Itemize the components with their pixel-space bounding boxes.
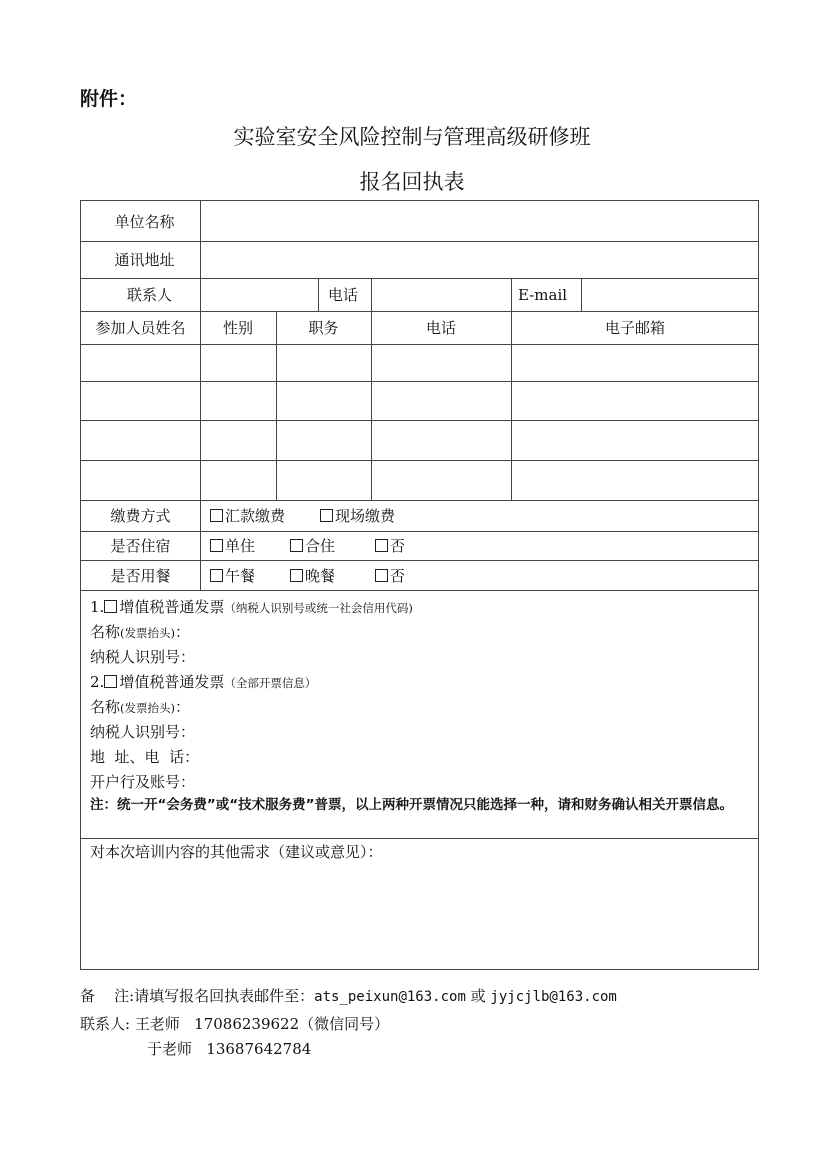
option-onsite[interactable]: 现场缴费 <box>320 500 395 531</box>
checkbox[interactable] <box>210 539 223 552</box>
table-row[interactable] <box>81 420 759 460</box>
checkbox[interactable] <box>290 569 303 582</box>
other-needs-field[interactable] <box>81 863 759 969</box>
remark-text: 请填写报名回执表邮件至： <box>134 987 315 1005</box>
invoice-name-2: 名称(发票抬头)： <box>90 698 191 716</box>
checkbox[interactable] <box>104 600 117 613</box>
email-link[interactable]: jyjcjlb@163.com <box>490 989 617 1005</box>
attachment-label: 附件： <box>80 88 138 110</box>
option-remittance[interactable]: 汇款缴费 <box>210 500 285 531</box>
payment-label: 缴费方式 <box>110 507 171 525</box>
table-row[interactable] <box>81 344 759 381</box>
meals-label: 是否用餐 <box>110 566 171 585</box>
invoice-type: 增值税普通发票 <box>119 673 225 691</box>
option-no-meal[interactable]: 否 <box>375 560 405 590</box>
unit-name-label: 单位名称 <box>114 212 175 231</box>
contact-field[interactable] <box>201 278 318 311</box>
email-link[interactable]: ats_peixun@163.com <box>314 989 466 1005</box>
form-title: 实验室安全风险控制与管理高级研修班 <box>233 125 591 149</box>
invoice-note: （纳税人识别号或统一社会信用代码) <box>224 601 413 615</box>
unit-name-field[interactable] <box>201 201 759 241</box>
remark-label: 备 注: <box>80 987 135 1005</box>
registration-form <box>80 200 759 970</box>
address-label: 通讯地址 <box>114 251 175 269</box>
header-email: 电子邮箱 <box>604 319 665 337</box>
checkbox[interactable] <box>104 675 117 688</box>
table-row[interactable] <box>81 381 759 420</box>
checkbox[interactable] <box>210 509 223 522</box>
checkbox[interactable] <box>375 539 388 552</box>
header-phone: 电话 <box>425 319 456 337</box>
table-row[interactable] <box>81 460 759 500</box>
contact-prefix: 联系人: <box>80 1015 131 1033</box>
option-dinner[interactable]: 晚餐 <box>290 560 335 590</box>
row-divider <box>81 838 758 839</box>
contact-line-2: 于老师 13687642784 <box>147 1040 312 1058</box>
option-shared[interactable]: 合住 <box>290 531 335 560</box>
row-divider <box>81 590 758 591</box>
header-gender: 性别 <box>222 319 253 337</box>
contact-line-1 <box>80 1013 389 1034</box>
invoice-index: 2. <box>90 673 105 691</box>
lodging-label: 是否住宿 <box>110 537 171 555</box>
checkbox[interactable] <box>320 509 333 522</box>
invoice-tax-id-1: 纳税人识别号： <box>90 648 196 666</box>
invoice-option-2[interactable] <box>90 671 316 692</box>
form-subtitle: 报名回执表 <box>359 170 465 194</box>
col-divider <box>318 278 319 311</box>
or-text: 或 <box>465 987 491 1005</box>
address-field[interactable] <box>201 241 759 278</box>
invoice-tax-id-2: 纳税人识别号： <box>90 723 196 741</box>
checkbox[interactable] <box>290 539 303 552</box>
invoice-address-phone: 地 址、电 话： <box>90 748 200 766</box>
invoice-note: （全部开票信息） <box>224 676 317 690</box>
header-participant-name: 参加人员姓名 <box>95 319 186 337</box>
email-field[interactable] <box>582 278 759 311</box>
contact-person: 王老师 17086239622（微信同号） <box>134 1015 390 1033</box>
invoice-option-1[interactable] <box>90 596 413 617</box>
invoice-note-text: 注：统一开“会务费”或“技术服务费”普票，以上两种开票情况只能选择一种，请和财务确认相关开票信息。 <box>90 797 733 813</box>
checkbox[interactable] <box>210 569 223 582</box>
option-no-lodging[interactable]: 否 <box>375 531 405 560</box>
invoice-name-1: 名称(发票抬头)： <box>90 623 191 641</box>
phone-field[interactable] <box>372 278 511 311</box>
invoice-type: 增值税普通发票 <box>119 598 225 616</box>
invoice-bank-account: 开户行及账号： <box>90 773 196 791</box>
option-lunch[interactable]: 午餐 <box>210 560 255 590</box>
other-needs-label: 对本次培训内容的其他需求（建议或意见）： <box>90 843 383 861</box>
header-position: 职务 <box>308 319 339 337</box>
invoice-index: 1. <box>90 598 105 616</box>
checkbox[interactable] <box>375 569 388 582</box>
contact-label: 联系人 <box>126 286 172 304</box>
email-label: E-mail <box>518 285 568 304</box>
remark-line <box>80 985 617 1006</box>
option-single[interactable]: 单住 <box>210 531 255 560</box>
phone-label: 电话 <box>328 286 359 304</box>
